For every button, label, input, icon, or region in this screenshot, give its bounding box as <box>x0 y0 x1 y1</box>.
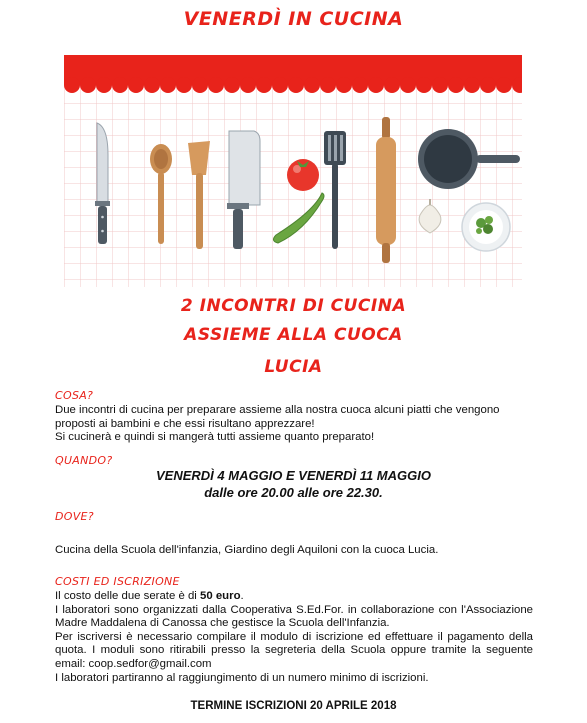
headline-line-2: ASSIEME ALLA CUOCA <box>184 325 403 345</box>
cost-suffix: . <box>240 590 244 602</box>
headline-line-3: LUCIA <box>264 357 323 377</box>
tomato-icon <box>287 159 319 191</box>
organizers-paragraph: I laboratori sono organizzati dalla Cooperativa S.Ed.For. in collaborazione con l'Associazione Madre Maddalena di Canossa che gestisce la Scuola dell'Infanzia. <box>55 603 533 630</box>
cosa-text <box>55 404 533 445</box>
section-label-costi: COSTI ED ISCRIZIONE <box>55 575 180 588</box>
costi-text <box>55 590 533 685</box>
plate-icon <box>462 203 510 251</box>
headline-line-1: 2 INCONTRI DI CUCINA <box>180 296 407 316</box>
registration-paragraph: Per iscriversi è necessario compilare il modulo di iscrizione ed effettuare il pagamento della quota. I moduli sono ritirabili presso la segreteria della Scuola oppure tramite la seguente email: coop.sedfor@gmail.com <box>55 630 533 670</box>
red-banner <box>64 55 522 93</box>
registration-deadline: TERMINE ISCRIZIONI 20 APRILE 2018 <box>190 700 397 712</box>
cosa-line-1: Due incontri di cucina per preparare assieme alla nostra cuoca alcuni piatti che vengono <box>55 404 500 416</box>
cosa-line-2: proposti ai bambini e che essi risultano apprezzare! <box>55 417 315 430</box>
kitchen-utensils-illustration <box>64 55 522 287</box>
cost-prefix: Il costo delle due serate è di <box>55 590 201 602</box>
cost-value: 50 euro <box>200 590 241 602</box>
page-title: VENERDÌ IN CUCINA <box>183 8 404 30</box>
section-label-dove: DOVE? <box>55 510 94 523</box>
rolling-pin-icon <box>376 117 396 263</box>
dove-text: Cucina della Scuola dell'infanzia, Giardino degli Aquiloni con la cuoca Lucia. <box>55 544 439 556</box>
minimum-paragraph: I laboratori partiranno al raggiungimento di un numero minimo di iscrizioni. <box>55 671 429 684</box>
event-hours: dalle ore 20.00 alle ore 22.30. <box>204 485 383 500</box>
event-dates: VENERDÌ 4 MAGGIO E VENERDÌ 11 MAGGIO <box>156 468 431 483</box>
section-label-cosa: COSA? <box>55 389 94 402</box>
section-label-quando: QUANDO? <box>55 454 113 467</box>
cosa-line-3: Si cucinerà e quindi si mangerà tutti assieme quanto preparato! <box>55 431 375 444</box>
cost-line <box>55 590 533 604</box>
